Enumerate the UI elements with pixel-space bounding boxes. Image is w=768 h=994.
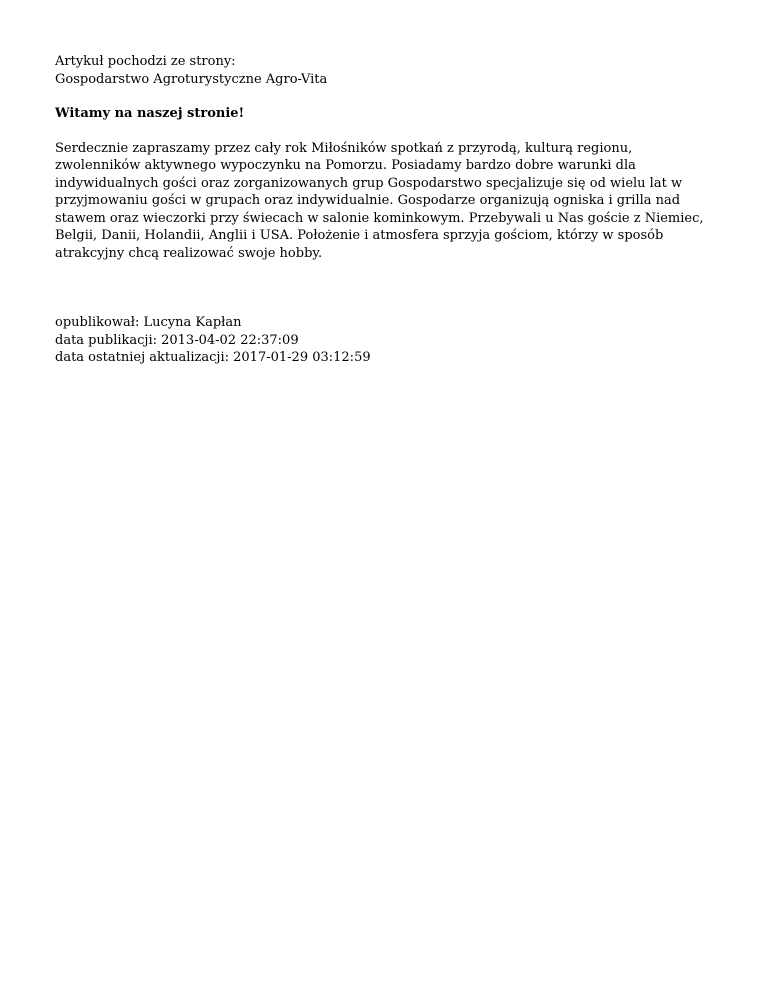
article-heading: Witamy na naszej stronie! — [55, 106, 245, 121]
publication-meta — [55, 314, 715, 367]
published-date-line: data publikacji: 2013-04-02 22:37:09 — [55, 332, 299, 348]
updated-date-line: data ostatniej aktualizacji: 2017-01-29 03:12:59 — [55, 350, 371, 365]
author-line: opublikował: Lucyna Kapłan — [55, 315, 242, 330]
source-block — [55, 53, 715, 88]
source-label: Artykuł pochodzi ze strony: — [55, 54, 236, 69]
source-site-name: Gospodarstwo Agroturystyczne Agro-Vita — [55, 71, 328, 87]
article-body: Serdecznie zapraszamy przez cały rok Miłośników spotkań z przyrodą, kulturą regionu, zwolenników aktywnego wypoczynku na Pomorzu. Posiadamy bardzo dobre warunki dla indywidualnych gości oraz zorganizowanych grup Gospodarstwo specjalizuje się od wielu lat w przyjmowaniu gości w grupach oraz indywidualnie. Gospodarze organizują ogniska i grilla nad stawem oraz wieczorki przy świecach w salonie kominkowym. Przebywali u Nas goście z Niemiec, Belgii, Danii, Holandii, Anglii i USA. Położenie i atmosfera sprzyja gościom, którzy w sposób atrakcyjny chcą realizować swoje hobby. — [55, 140, 704, 261]
document-page — [55, 53, 715, 367]
